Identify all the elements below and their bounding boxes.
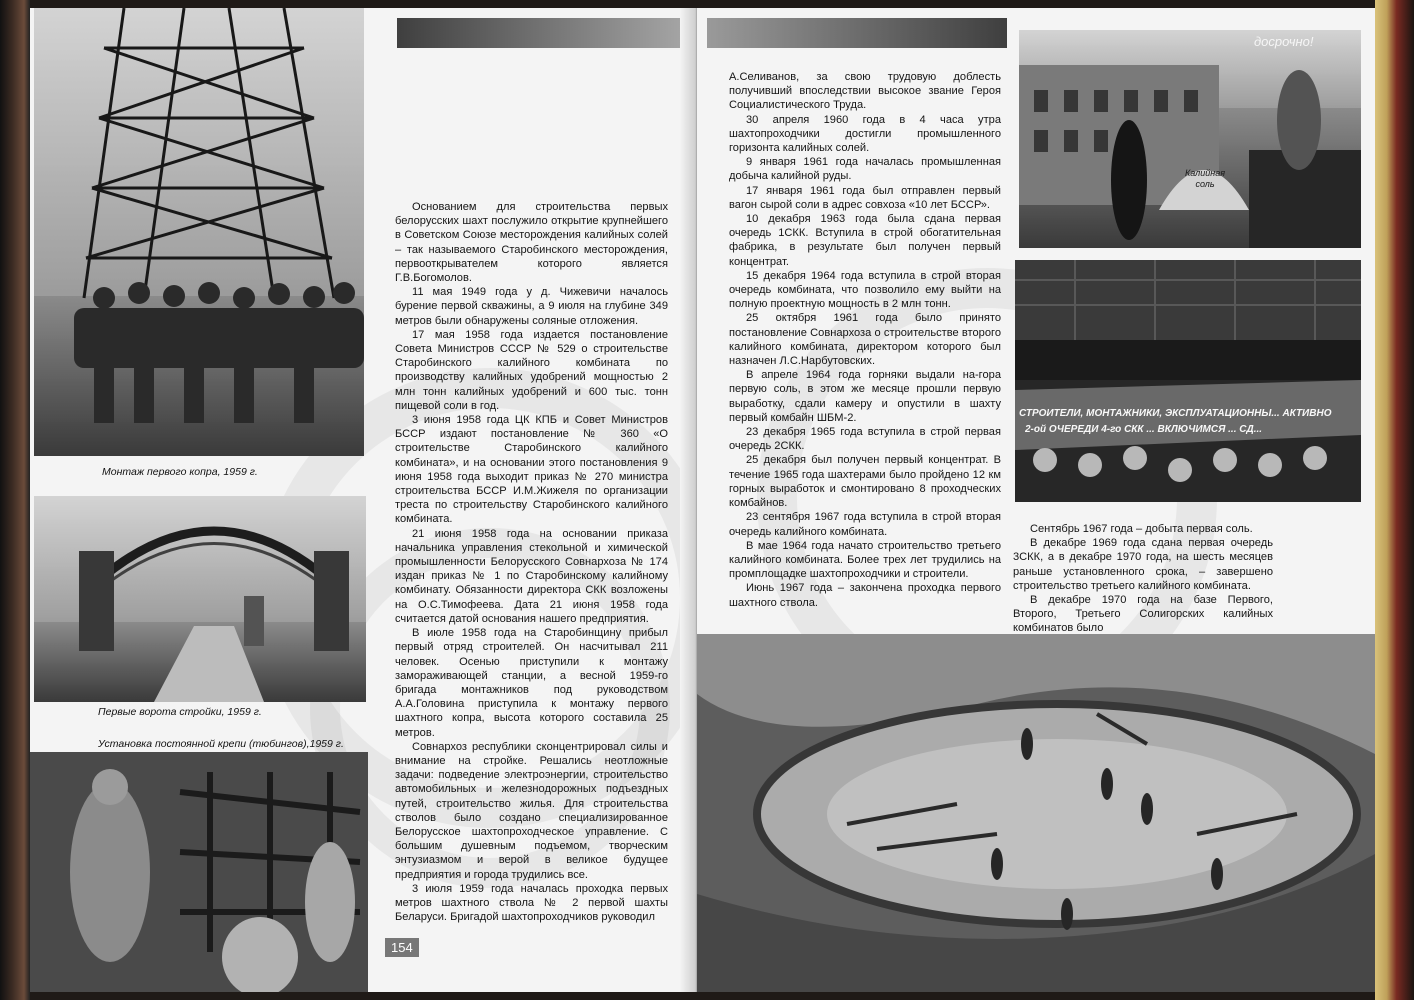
paragraph: А.Селиванов, за свою трудовую доблесть получивший впоследствии высокое звание Героя Социалистического Труда. (729, 71, 1001, 112)
paragraph: Основанием для строительства первых белорусских шахт послужило открытие крупнейшего в Советском Союзе месторождения калийных солей – так называемого Старобинского месторождения, первооткрывателем которого является Г.В.Богомолов. (395, 201, 668, 285)
photo-meeting (1015, 260, 1361, 502)
left-page (30, 8, 695, 992)
banner-line-1: СТРОИТЕЛИ, МОНТАЖНИКИ, ЭКСПЛУАТАЦИОННЫ... АКТИВНО (1019, 408, 1332, 419)
photo-zero-level (697, 634, 1375, 992)
tubing-drawing (30, 752, 368, 992)
book-edge-right (1375, 0, 1414, 1000)
paragraph: В мае 1964 года начато строительство третьего калийного комбината. Более трех лет трудились на промплощадке шахтопроходчики и строители. (729, 539, 1001, 581)
photo-tubing-installation (30, 752, 368, 992)
paragraph: 11 мая 1949 года у д. Чижевичи началось бурение первой скважины, а 9 июля на глубине 349 метров были обнаружены соляные отложения. (395, 286, 668, 327)
right-text-column (729, 70, 1001, 610)
paragraph: В апреле 1964 года горняки выдали на-гора первую соль, в этом же месяце прошли первую выработку, сдали камеру и опустили в шахту первый комбайн ШБМ-2. (729, 369, 1001, 424)
urn-text: Калийная соль (1184, 168, 1226, 189)
tower-drawing (34, 8, 364, 456)
page-number: 154 (385, 938, 419, 957)
paragraph: 23 сентября 1967 года вступила в строй вторая очередь калийного комбината. (729, 511, 1001, 538)
paragraph: 25 декабря был получен первый концентрат. В течение 1965 года шахтерами было пройдено 12 км горных выработок и смонтировано 8 проходческих комбайнов. (729, 454, 1001, 510)
paragraph: 3 июня 1958 года ЦК КПБ и Совет Министров БССР издают постановление № 360 «О строительстве Старобинского калийного комбината», и на основании этого постановления 9 июня 1958 года выходит приказ № 270 министра строительства БССР И.М.Жижеля по организации треста по строительству Старобинского калийного комбината. (395, 414, 668, 526)
header-band (397, 18, 695, 48)
paragraph: 23 декабря 1965 года вступила в строй первая очередь 2СКК. (729, 426, 1001, 453)
header-band (707, 18, 1007, 48)
paragraph: В декабре 1969 года сдана первая очередь 3СКК, а в декабре 1970 года, на шесть месяцев раньше установленного срока, – завершено строительство третьего калийного комбината. (1013, 537, 1273, 592)
excavation-drawing (697, 634, 1375, 992)
paragraph: Сентябрь 1967 года – добыта первая соль. (1030, 523, 1253, 535)
photo-first-gate (34, 496, 366, 702)
meeting-drawing (1015, 260, 1361, 502)
caption-gate: Первые ворота стройки, 1959 г. (98, 706, 262, 718)
paragraph: 9 января 1961 года началась промышленная добыча калийной руды. (729, 156, 1001, 183)
paragraph: Совнархоз республики сконцентрировал силы и внимание на стройке. Решались неотложные задачи: подведение электроэнергии, строительство автомобильных и железнодорожных подъездных путей, строительство жилья. Для строительства стволов было создано специализированное Белорусское шахтопроходческое управление. С большим душевным подъемом, творческим энтузиазмом и верой в великое будущее предприятия и города трудились все. (395, 740, 668, 881)
gate-drawing (34, 496, 366, 702)
rally-drawing (1019, 30, 1361, 248)
paragraph: В июле 1958 года на Старобинщину прибыл первый отряд строителей. Он насчитывал 211 человек. Осенью приступили к монтажу замораживающей станции, а весной 1959-го бригада монтажников под руководством А.А.Головина приступила к монтажу первого шахтного копра, высота которого составила 25 метров. (395, 627, 668, 739)
paragraph: 3 июля 1959 года началась проходка первых метров шахтного ствола № 2 первой шахты Беларуси. Бригадой шахтопроходчиков руководил (395, 882, 668, 924)
slogan-text: досрочно! (1254, 34, 1314, 49)
paragraph: 30 апреля 1960 года в 4 часа утра шахтопроходчики достигли промышленного горизонта калийных солей. (729, 113, 1001, 155)
photo-rally (1019, 30, 1361, 248)
paragraph: 17 мая 1958 года издается постановление Совета Министров СССР № 529 о строительстве Старобинского калийного комбината по производству калийных удобрений мощностью 2 млн тонн калийных удобрений и 600 тыс. тонн пищевой соли в год. (395, 328, 668, 412)
left-text-column (395, 200, 668, 924)
paragraph: 17 января 1961 года был отправлен первый вагон сырой соли в адрес совхоза «10 лет БССР». (729, 184, 1001, 211)
right-text-column-2 (1013, 522, 1273, 636)
book-edge-left (0, 0, 30, 1000)
paragraph: Июнь 1967 года – закончена проходка первого шахтного ствола. (729, 582, 1001, 609)
paragraph: 21 июня 1958 года на основании приказа начальника управления стекольной и химической промышленности Белорусского Совнархоза № 174 издан приказ № 1 по Старобинскому калийному комбинату. Обязанности директора СКК возложены на О.С.Тимофеева. Дата 21 июня 1958 года считается датой основания нашего предприятия. (395, 527, 668, 625)
photo-frame-installation (34, 8, 364, 456)
paragraph: 15 декабря 1964 года вступила в строй вторая очередь комбината, что позволило ему выйти на полную проектную мощность в 2 млн тонн. (729, 269, 1001, 311)
paragraph: В декабре 1970 года на базе Первого, Второго, Третьего Солигорских калийных комбинатов было (1013, 594, 1273, 635)
paragraph: 25 октября 1961 года было принято постановление Совнархоза о строительстве второго калийного комбината, директором которого был назначен Л.С.Нарбутовских. (729, 312, 1001, 368)
caption-tubing: Установка постоянной крепи (тюбингов),1959 г. (98, 738, 344, 750)
caption-frame: Монтаж первого копра, 1959 г. (102, 466, 258, 478)
right-page (697, 8, 1375, 992)
banner-line-2: 2-ой ОЧЕРЕДИ 4-го СКК ... ВКЛЮЧИМСЯ ... СД... (1025, 424, 1263, 435)
paragraph: 10 декабря 1963 года была сдана первая очередь 1СКК. Вступила в строй обогатительная фабрика, в результате был получен первый концентрат. (729, 213, 1001, 268)
